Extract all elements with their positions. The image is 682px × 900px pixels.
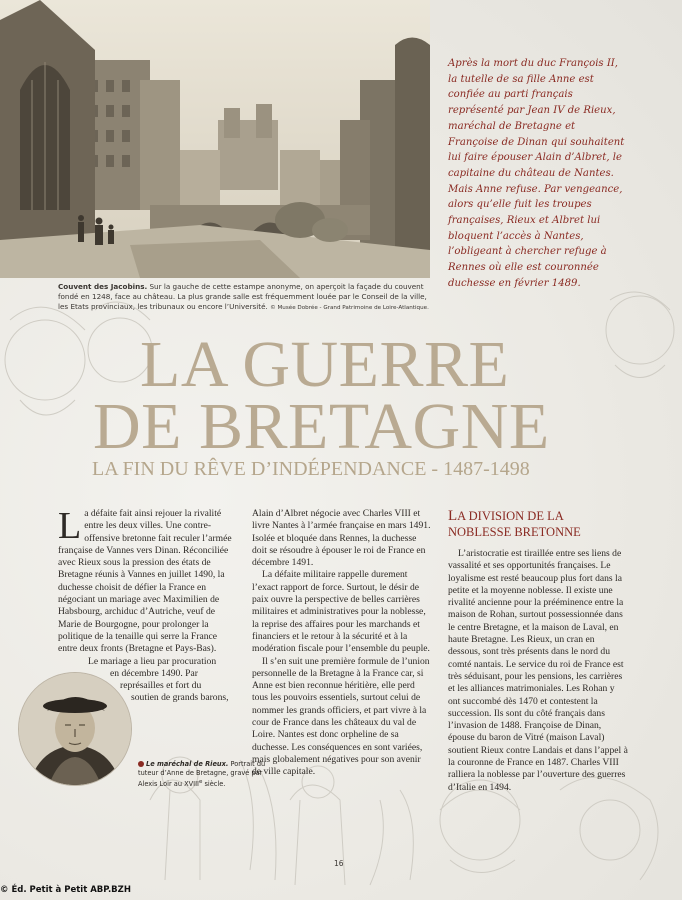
copyright: © Éd. Petit à Petit ABP.BZH xyxy=(0,885,131,895)
page-number: 16 xyxy=(334,859,344,868)
column-1-paragraph-2a: Le mariage a lieu par procuration xyxy=(88,655,217,667)
portrait-caption xyxy=(138,760,270,789)
column-1-paragraph-1-text: a défaite fait ainsi rejouer la rivalité entre les deux villes. Une contre-offensive bretonne fait reculer l’armée française de Vannes vers Dinan. Réconciliée avec Rieux sous la pression des états de Bretagne réunis à Vannes en juillet 1490, la duchesse choisit de défier la France en négociant un mariage avec Maximilien de Habsbourg, archiduc d’Autriche, veuf de Marie de Bourgogne, pour prolonger la politique de la tenaille qui serre la France entre deux fronts (Bretagne et Pays-Bas). xyxy=(58,508,232,655)
intro-text: Après la mort du duc François II, la tutelle de sa fille Anne est confiée au parti français représenté par Jean IV de Rieux, maréchal de Bretagne et Françoise de Dinan qui souhaitent lui faire épouser Alain d’Albret, le capitaine du château de Nantes. Mais Anne refuse. Par vengeance, alors qu’elle fuit les troupes françaises, Rieux et Albret lui bloquent l’accès à Nantes, l’obligeant à chercher refuge à Rennes où elle est couronnée duchesse en février 1489. xyxy=(448,58,625,289)
section-title-line-2: NOBLESSE BRETONNE xyxy=(448,525,581,539)
portrait-caption-end: siècle. xyxy=(202,780,226,789)
subtitle: LA FIN DU RÊVE D’INDÉPENDANCE - 1487-1498 xyxy=(92,458,530,480)
engraving-caption xyxy=(58,282,430,314)
column-3-paragraph-1: L’aristocratie est tiraillée entre ses liens de vassalité et ses opportunités françaises. Le loyalisme est resté beaucoup plus fort dans la petite et la moyenne noblesse. Il existe une rivalité ancienne pour la prééminence entre la maison de Rohan, surtout possessionnée dans le centre Bretagne, et la maison de Laval, en haute Bretagne. Les Rieux, un cran en dessous, sont très présents dans le nord du comté nantais. Le service du roi de France est très séduisant, pour les pensions, les carrières et les alliances matrimoniales. Les Rohan y ont succombé dès 1470 et contestent la succession. Ils sont du côté français dans l’invasion de 1488. Françoise de Dinan, épouse du baron de Vitré (maison Laval) soutient Rieux contre Landais et dans l’appel à la couronne de France en 1487. Charles VIII ralliera la noblesse par l’ouverture des guerres d’Italie en 1494. xyxy=(448,548,628,793)
column-2-paragraph-3: Il s’en suit une première formule de l’union personnelle de la Bretagne à la France car, si Anne est bien reconnue héritière, elle perd tous les pouvoirs essentiels, surtout celui de nommer les grands officiers, et part vivre à la cour de France dans les châteaux du val de Loire. Nantes est donc orpheline de sa duchesse. Les conséquences en sont variées, mais globalement négatives pour son avenir de ville capitale. xyxy=(252,655,430,778)
column-2-paragraph-2: La défaite militaire rappelle durement l’exact rapport de force. Surtout, le désir de paix ouvre la perspective de belles carrières militaires et administratives pour la noblesse, la reprise des affaires pour les marchands et financiers et le retour à la sécurité et à la modération fiscale pour l’ensemble du peuple. xyxy=(252,569,430,655)
caption-text: Sur la gauche de cette estampe anonyme, on aperçoit la façade du couvent fondé en 1248, face au château. La plus grande salle est fréquemment louée par le Conseil de la ville, les Etats provinciaux, les tribunaux ou encore l’Université. xyxy=(58,282,427,312)
caption-title: Couvent des Jacobins. xyxy=(58,282,148,291)
title-line-2: DE BRETAGNE xyxy=(93,390,550,463)
column-2-paragraph-1: Alain d’Albret négocie avec Charles VIII et livre Nantes à l’armée française en mars 1491. Isolée et bloquée dans Rennes, la duchesse doit se résoudre à épouser le roi de France en décembre 1491. xyxy=(252,508,431,569)
bullet-dot xyxy=(138,761,144,767)
column-1-paragraph-2c: représailles et fort du xyxy=(120,680,202,692)
column-1-paragraph-2d: soutien de grands barons, xyxy=(131,692,229,704)
column-2 xyxy=(252,508,432,779)
dropcap: L xyxy=(58,505,82,547)
engraving-illustration xyxy=(0,0,430,278)
portrait-image xyxy=(19,673,131,785)
portrait-caption-text: Portrait du tuteur d’Anne de Bretagne, gravé par Alexis Loir au XVIII xyxy=(138,760,266,789)
portrait-caption-sup: e xyxy=(198,779,203,785)
portrait-rieux xyxy=(18,672,132,786)
column-1-paragraph-2b: en décembre 1490. Par xyxy=(110,667,198,679)
section-title xyxy=(448,508,628,540)
section-title-rest: A DIVISION DE LA xyxy=(457,509,564,523)
title-line-1: LA GUERRE xyxy=(140,328,510,401)
section-title-cap: L xyxy=(448,508,458,524)
column-3 xyxy=(448,548,628,794)
caption-credit: © Musée Dobrée - Grand Patrimoine de Loire-Atlantique. xyxy=(270,305,429,312)
portrait-caption-title: Le maréchal de Rieux. xyxy=(146,760,229,768)
nantes-engraving-image xyxy=(0,0,430,278)
column-1-paragraph-1 xyxy=(58,505,236,656)
